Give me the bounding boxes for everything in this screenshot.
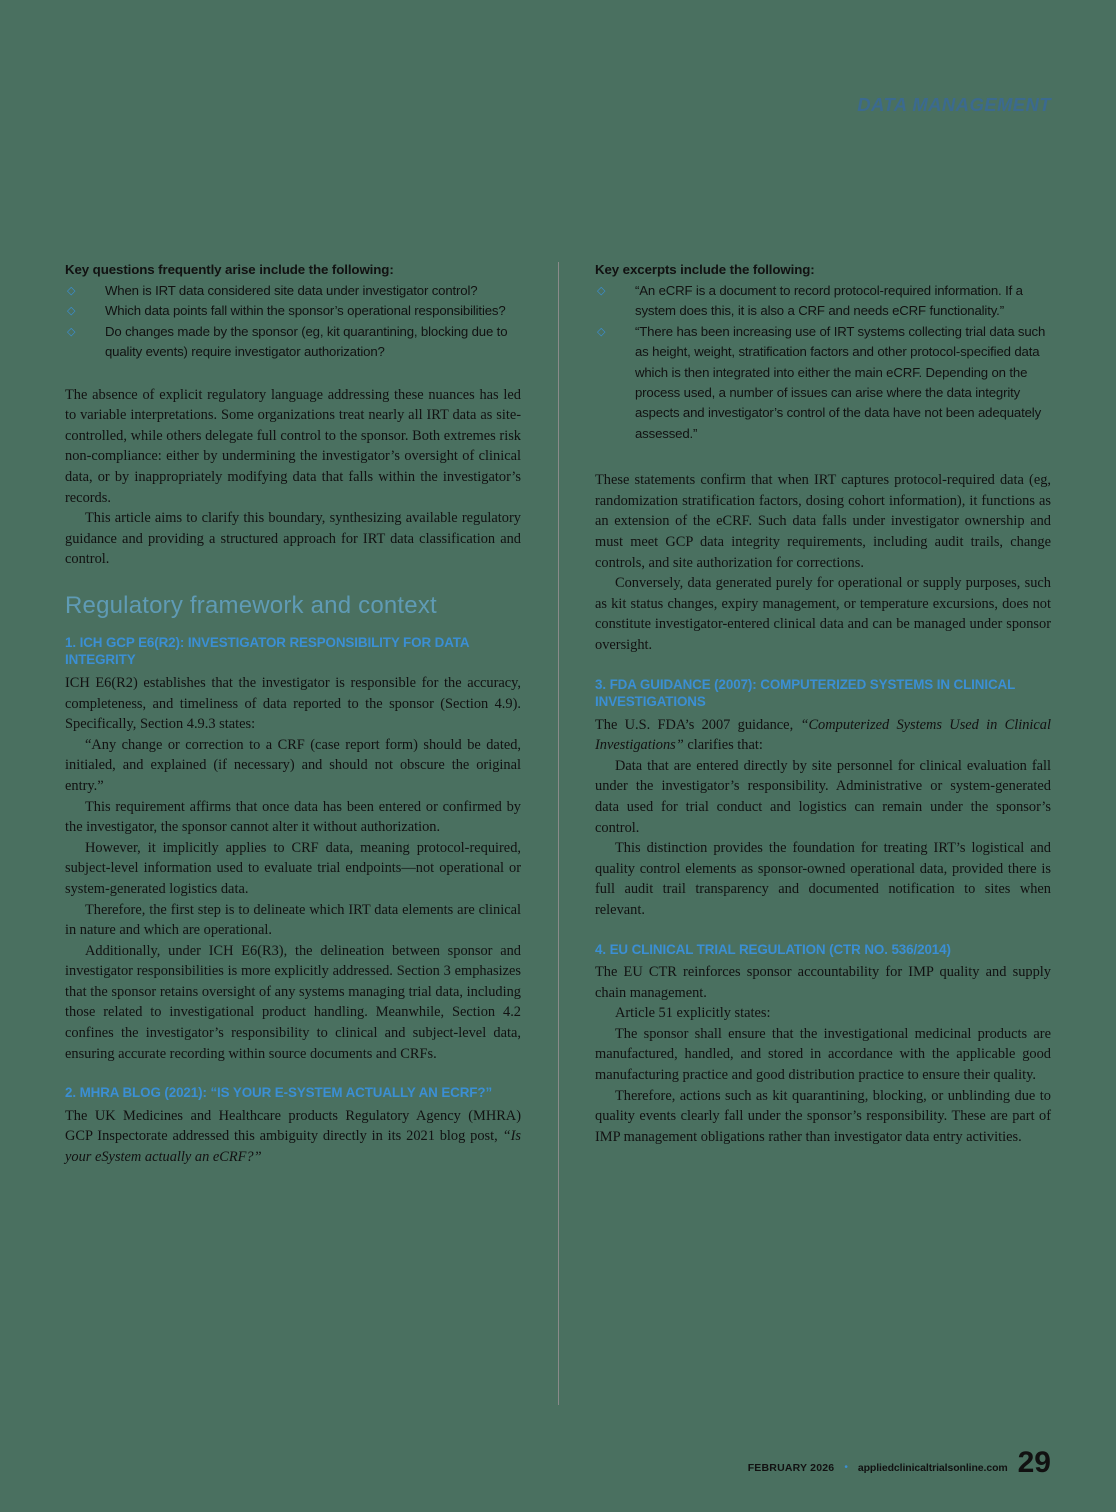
paragraph: [595, 715, 1051, 756]
subsection-heading-1: 1. ICH GCP E6(R2): INVESTIGATOR RESPONSIBILITY FOR DATA INTEGRITY: [65, 634, 469, 668]
running-head: DATA MANAGEMENT: [857, 94, 1051, 115]
right-column: [595, 262, 1051, 1412]
paragraph: ICH E6(R2) establishes that the investigator is responsible for the accuracy, completeness, and timeliness of data reported to the sponsor (Section 4.9). Specifically, Section 4.9.3 states:: [65, 674, 521, 733]
key-questions-list: [65, 281, 521, 363]
key-excerpts-list: [595, 281, 1051, 444]
bullet-icon: ◇: [67, 305, 76, 318]
paragraph: This requirement affirms that once data has been entered or confirmed by the investigator, the sponsor cannot alter it without authorization.: [65, 798, 521, 836]
page-footer: [748, 1448, 1051, 1478]
subsection-heading-2: 2. MHRA BLOG (2021): “IS YOUR E-SYSTEM ACTUALLY AN ECRF?”: [65, 1085, 493, 1101]
paragraph: This distinction provides the foundation for treating IRT’s logistical and quality control elements as sponsor-owned operational data, provided there is full audit trail transparency and documented notification to sites when relevant.: [595, 840, 1051, 918]
column-divider: [558, 262, 559, 1405]
paragraph: The absence of explicit regulatory language addressing these nuances has led to variable interpretations. Some organizations treat nearly all IRT data as site-controlled, while others delegate full control to the sponsor. Both extremes risk non-compliance: either by undermining the investigator’s oversight of clinical data, or by inappropriately modifying data that falls within the investigator’s records.: [65, 386, 521, 506]
paragraph: Article 51 explicitly states:: [615, 1005, 771, 1022]
paragraph: Therefore, actions such as kit quarantining, blocking, or unblinding due to quality events clearly fall under the sponsor’s responsibility. These are part of IMP management obligations rather than investigator data entry activities.: [595, 1087, 1051, 1145]
paragraph-text: The UK Medicines and Healthcare products Regulatory Agency (MHRA) GCP Inspectorate addressed this ambiguity directly in its 2021 blog post,: [65, 1107, 521, 1145]
page-number: 29: [1017, 1446, 1051, 1479]
paragraph: This article aims to clarify this boundary, synthesizing available regulatory guidance and providing a structured approach for IRT data classification and control.: [65, 510, 521, 568]
paragraph: The EU CTR reinforces sponsor accountability for IMP quality and supply chain management.: [595, 964, 1051, 1001]
list-item: [595, 322, 1051, 444]
list-item-text: Which data points fall within the sponsor’s operational responsibilities?: [105, 303, 506, 319]
bullet-icon: ◇: [67, 285, 76, 297]
key-questions-heading: Key questions frequently arise include the following:: [65, 262, 394, 277]
list-item: [65, 301, 521, 321]
paragraph: Data that are entered directly by site personnel for clinical evaluation fall under the investigator’s responsibility. Administrative or system-generated data used for trial conduct and logistics can remain under the sponsor’s control.: [595, 757, 1051, 836]
paragraph: Conversely, data generated purely for operational or supply purposes, such as kit status changes, expiry management, or temperature excursions, does not constitute investigator-entered clinical data and can be managed under sponsor oversight.: [595, 575, 1051, 653]
list-item: [65, 322, 521, 363]
left-column: [65, 262, 521, 1412]
paragraph-text-tail: clarifies that:: [683, 737, 763, 754]
subsection-heading-4: 4. EU CLINICAL TRIAL REGULATION (CTR NO. 536/2014): [595, 941, 951, 957]
footer-separator-icon: •: [844, 1462, 848, 1473]
paragraph: The sponsor shall ensure that the investigational medicinal products are manufactured, handled, and stored in accordance with the applicable good manufacturing practice and good distribution practice to ensure their quality.: [595, 1025, 1051, 1083]
article-body: [65, 262, 1051, 1412]
paragraph: These statements confirm that when IRT captures protocol-required data (eg, randomization stratification factors, dosing cohort information), it functions as an extension of the eCRF. Such data falls under investigator ownership and must meet GCP data integrity requirements, including audit trails, change controls, and site authorization for corrections.: [595, 472, 1051, 571]
paragraph: “Any change or correction to a CRF (case report form) should be dated, initialed, and explained (if necessary) and should not obscure the original entry.”: [65, 736, 521, 794]
paragraph: [65, 1106, 521, 1168]
list-item-text: “An eCRF is a document to record protocol-required information. If a system does this, it is also a CRF and needs eCRF functionality.”: [635, 283, 1023, 319]
guidance-title-italic: “Computerized Systems Used in Clinical Investigations”: [595, 716, 1051, 754]
list-item: [595, 281, 1051, 322]
bullet-icon: ◇: [597, 285, 606, 297]
paragraph-title-italic: “Is your eSystem actually an eCRF?”: [65, 1128, 521, 1165]
paragraph: However, it implicitly applies to CRF data, meaning protocol-required, subject-level information used to evaluate trial endpoints—not operational or system-generated logistics data.: [65, 839, 521, 897]
list-item: [65, 281, 521, 301]
list-item-text: Do changes made by the sponsor (eg, kit quarantining, blocking due to quality events) require investigator authorization?: [105, 323, 508, 360]
paragraph: Additionally, under ICH E6(R3), the delineation between sponsor and investigator responsibilities is more explicitly addressed. Section 3 emphasizes that the sponsor retains oversight of any systems managing trial data, including those related to investigational product handling. Meanwhile, Section 4.2 confines the investigator’s responsibility to clinical and subject-level data, ensuring accurate recording within source documents and CRFs.: [65, 942, 521, 1062]
footer-website: appliedclinicaltrialsonline.com: [857, 1462, 1008, 1474]
bullet-icon: ◇: [67, 325, 76, 338]
paragraph: Therefore, the first step is to delineate which IRT data elements are clinical in nature and which are operational.: [65, 901, 521, 939]
paragraph-text: The U.S. FDA’s 2007 guidance,: [595, 716, 801, 733]
key-excerpts-heading: Key excerpts include the following:: [595, 262, 815, 277]
subsection-heading-3: 3. FDA GUIDANCE (2007): COMPUTERIZED SYSTEMS IN CLINICAL INVESTIGATIONS: [595, 676, 1015, 710]
list-item-text: When is IRT data considered site data under investigator control?: [105, 283, 478, 298]
bullet-icon: ◇: [597, 325, 606, 338]
section-heading: Regulatory framework and context: [65, 591, 437, 619]
list-item-text: “There has been increasing use of IRT systems collecting trial data such as height, weight, stratification factors and other protocol-specified data which is then integrated into either the main eCRF. Depending on the process used, a number of issues can arise where the data integrity aspects and investigator’s control of the data have not been adequately assessed.”: [635, 323, 1046, 441]
footer-date: FEBRUARY 2026: [747, 1462, 835, 1474]
